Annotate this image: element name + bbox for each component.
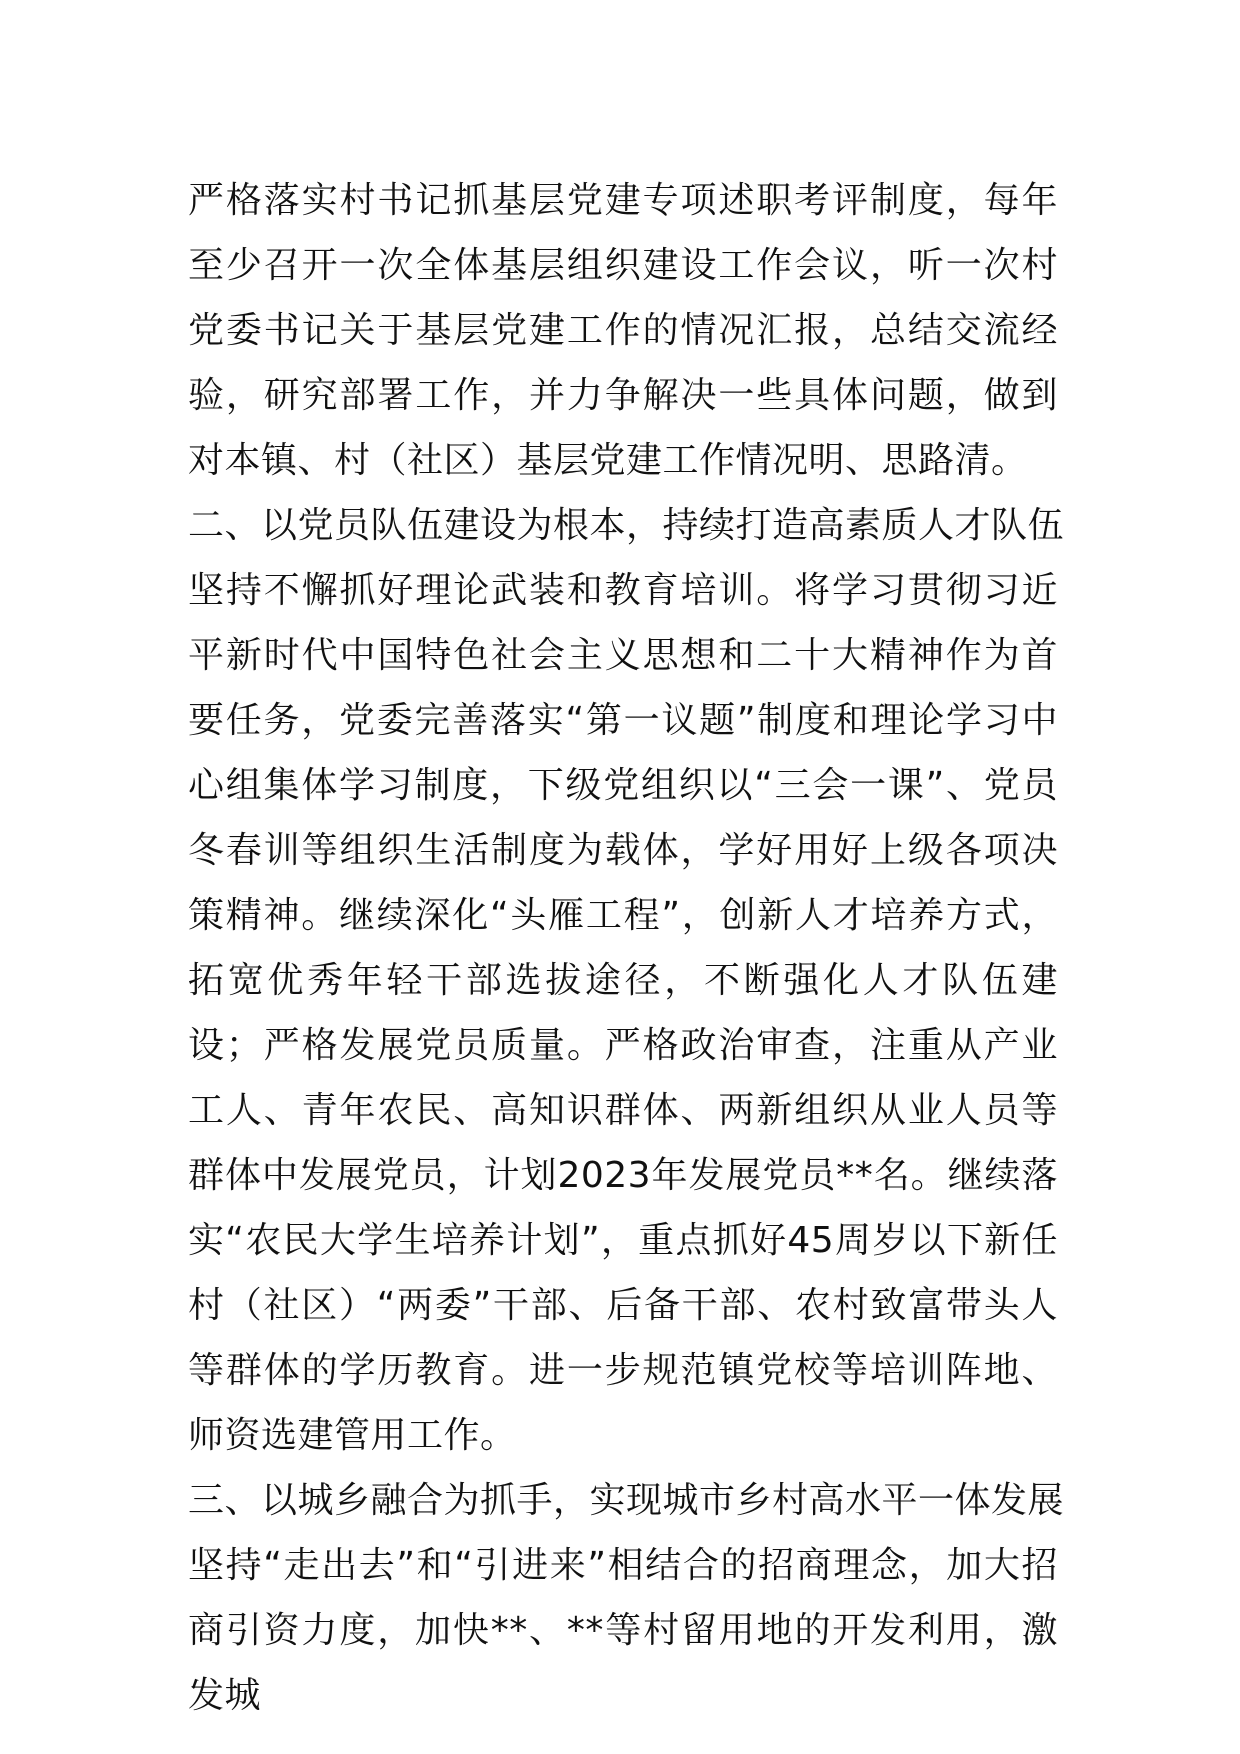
paragraph-party-building-assessment: 严格落实村书记抓基层党建专项述职考评制度，每年至少召开一次全体基层组织建设工作会议，听一次村党委书记关于基层党建工作的情况汇报，总结交流经验，研究部署工作，并力争解决一些具体问题，做到对本镇、村（社区）基层党建工作情况明、思路清。 xyxy=(188,180,1058,481)
section-heading-three: 三、以城乡融合为抓手，实现城市乡村高水平一体发展 xyxy=(188,1480,1065,1521)
paragraph-theory-education: 坚持不懈抓好理论武装和教育培训。将学习贯彻习近平新时代中国特色社会主义思想和二十大精神作为首要任务，党委完善落实“第一议题”制度和理论学习中心组集体学习制度，下级党组织以“三会一课”、党员冬春训等组织生活制度为载体，学好用好上级各项决策精神。继续深化“头雁工程”，创新人才培养方式，拓宽优秀年轻干部选拔途径，不断强化人才队伍建设；严格发展党员质量。严格政治审查，注重从产业工人、青年农民、高知识群体、两新组织从业人员等群体中发展党员，计划2023年发展党员**名。继续落实“农民大学生培养计划”，重点抓好45周岁以下新任村（社区）“两委”干部、后备干部、农村致富带头人等群体的学历教育。进一步规范镇党校等培训阵地、师资选建管用工作。 xyxy=(188,570,1058,1456)
section-heading-two: 二、以党员队伍建设为根本，持续打造高素质人才队伍 xyxy=(188,505,1065,546)
document-body xyxy=(188,168,1065,1728)
paragraph-investment-attraction: 坚持“走出去”和“引进来”相结合的招商理念，加大招商引资力度，加快**、**等村留用地的开发利用，激发城 xyxy=(188,1545,1058,1716)
